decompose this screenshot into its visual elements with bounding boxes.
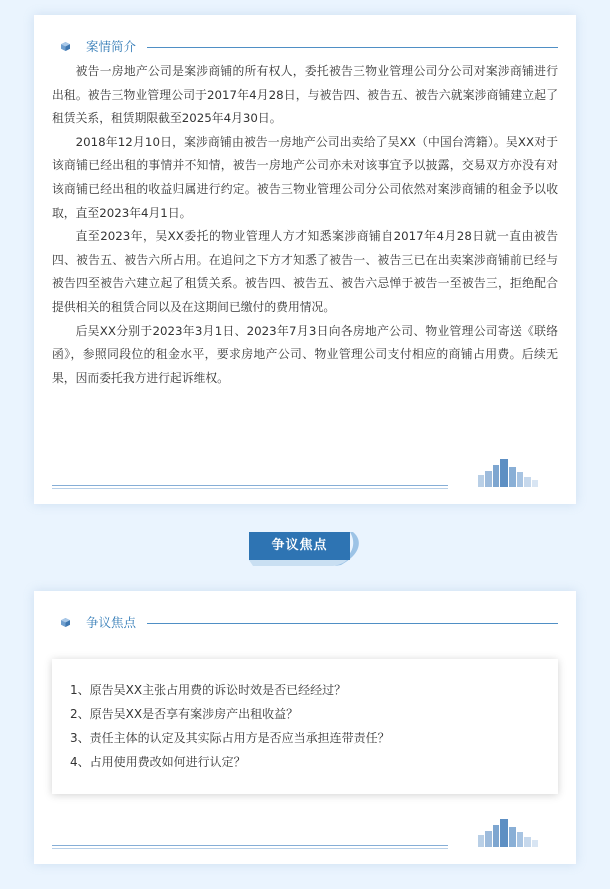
dispute-issues-box: [52, 659, 558, 794]
dispute-issue-1: 1、原告吴XX主张占用费的诉讼时效是否已经经过？: [70, 683, 347, 697]
dispute-issue-4: 4、占用使用费改如何进行认定？: [70, 755, 246, 769]
footer-decoration: [52, 459, 558, 489]
footer-decoration: [52, 819, 558, 849]
case-summary-body: [52, 60, 558, 390]
footer-line: [52, 848, 448, 849]
dispute-focus-card: [34, 591, 576, 864]
dispute-issue-2: 2、原告吴XX是否享有案涉房产出租收益？: [70, 707, 299, 721]
case-summary-card: [34, 15, 576, 504]
footer-line: [52, 488, 448, 489]
footer-line: [52, 845, 448, 846]
case-paragraph-3: 直至2023年，吴XX委托的物业管理人方才知悉案涉商铺自2017年4月28日就一直由被告四、被告五、被告六所占用。在追问之下方才知悉了被告一、被告三已在出卖案涉商铺前已经与被告四至被告六建立起了租赁关系。被告四、被告五、被告六忌惮于被告一至被告三，拒绝配合提供相关的租赁合同以及在这期间已缴付的费用情况。: [52, 229, 558, 314]
cube-bullet-icon: [61, 618, 70, 627]
city-skyline-icon: [478, 459, 538, 487]
dispute-issue-3: 3、责任主体的认定及其实际占用方是否应当承担连带责任？: [70, 731, 390, 745]
dispute-focus-header: [61, 615, 558, 631]
case-paragraph-4: 后吴XX分别于2023年3月1日、2023年7月3日向各房地产公司、物业管理公司寄送《联络函》，参照同段位的租金水平，要求房地产公司、物业管理公司支付相应的商铺占用费。后续无果，因而委托我方进行起诉维权。: [52, 323, 558, 385]
dispute-issue-list: [70, 678, 390, 774]
case-paragraph-1: 被告一房地产公司是案涉商铺的所有权人，委托被告三物业管理公司分公司对案涉商铺进行出租。被告三物业管理公司于2017年4月28日，与被告四、被告五、被告六就案涉商铺建立起了租赁关系，租赁期限截至2025年4月30日。: [52, 64, 558, 126]
focus-tag: [249, 532, 365, 566]
case-summary-header: [61, 39, 558, 55]
case-summary-title: 案情简介: [86, 39, 137, 54]
focus-tag-label: 争议焦点: [249, 532, 350, 560]
case-paragraph-2: 2018年12月10日，案涉商铺由被告一房地产公司出卖给了吴XX（中国台湾籍）。吴XX对于该商铺已经出租的事情并不知情，被告一房地产公司亦未对该事宜予以披露，交易双方亦没有对该商铺已经出租的收益归属进行约定。被告三物业管理公司分公司依然对案涉商铺的租金予以收取，直至2023年4月1日。: [52, 134, 558, 220]
header-divider: [147, 623, 558, 624]
footer-line: [52, 485, 448, 486]
cube-bullet-icon: [61, 42, 70, 51]
header-divider: [147, 47, 558, 48]
dispute-focus-title: 争议焦点: [86, 615, 137, 630]
city-skyline-icon: [478, 819, 538, 847]
